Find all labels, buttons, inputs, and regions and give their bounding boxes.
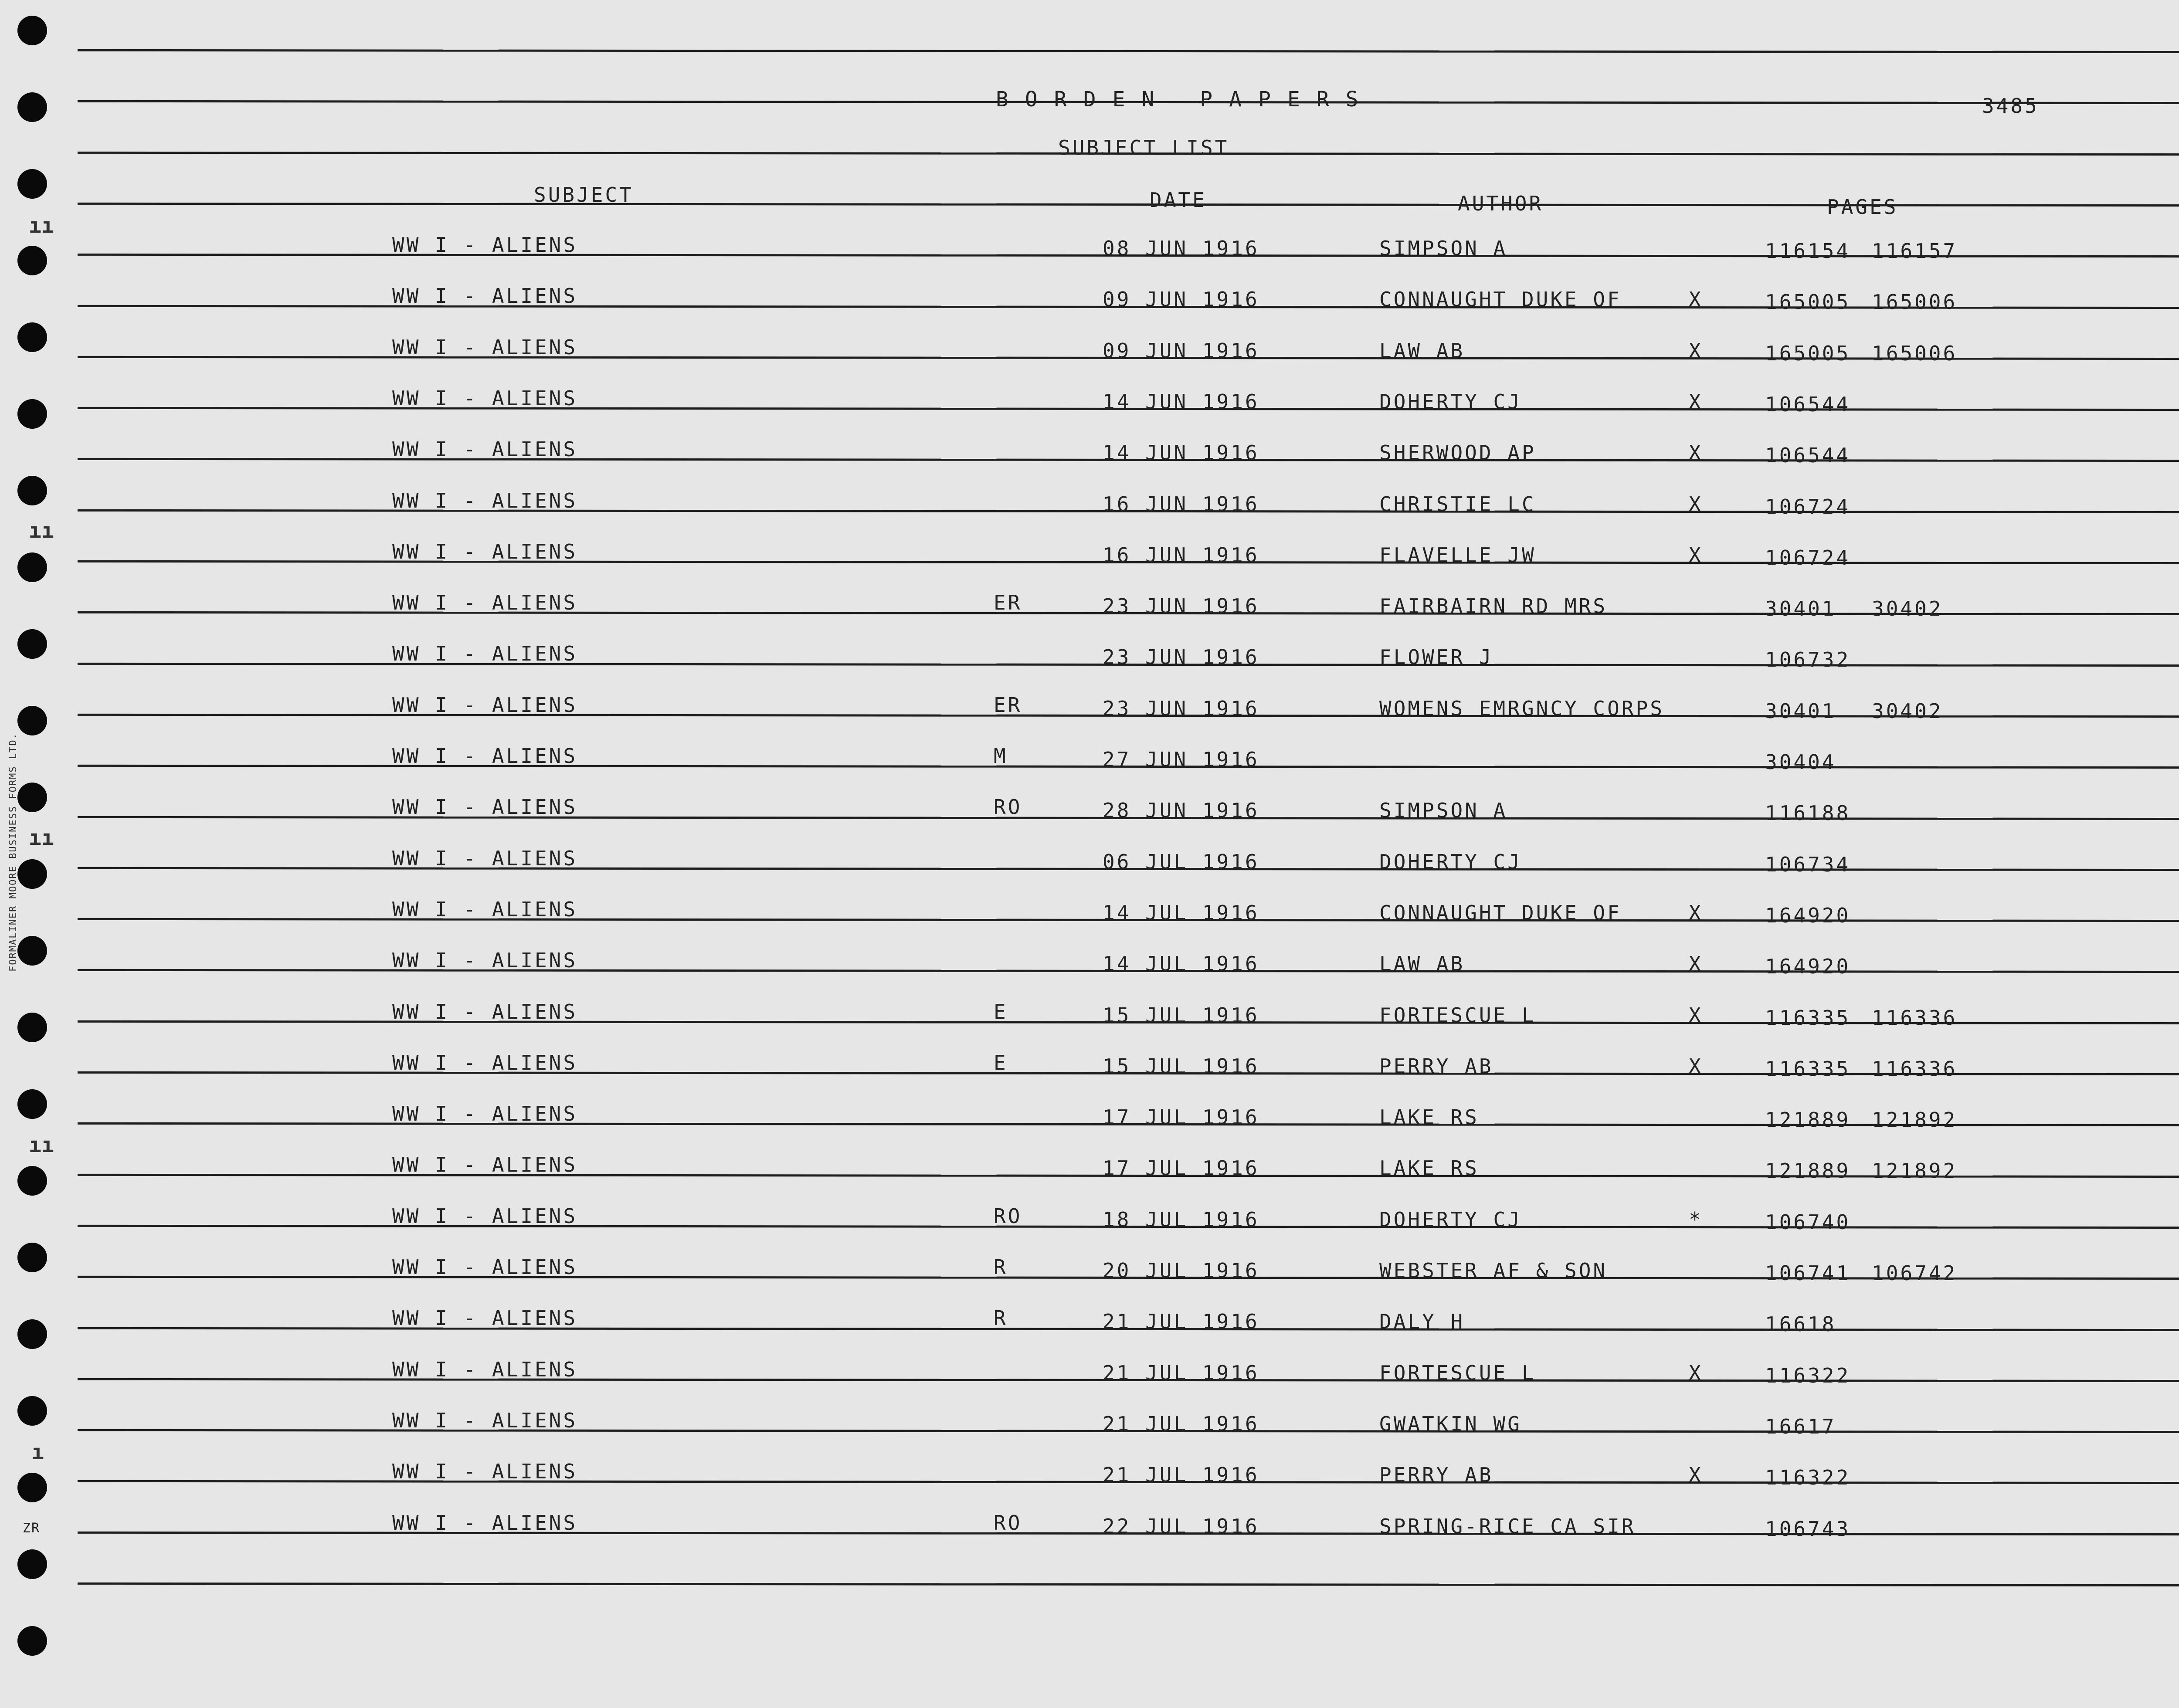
row-page-start: 116335 <box>1765 1006 1851 1030</box>
row-date: 20 JUL 1916 <box>1103 1259 1259 1282</box>
row-page-start: 165005 <box>1765 341 1851 365</box>
row-page-start: 30404 <box>1765 750 1836 774</box>
row-author: LAKE RS <box>1379 1156 1479 1180</box>
tractor-hole <box>17 1473 47 1502</box>
row-subject: WW I - ALIENS <box>392 1102 578 1126</box>
row-date: 17 JUL 1916 <box>1103 1156 1259 1180</box>
row-subject: WW I - ALIENS <box>392 591 578 615</box>
row-date: 14 JUN 1916 <box>1103 441 1259 465</box>
row-date: 14 JUL 1916 <box>1103 901 1259 925</box>
row-subject: WW I - ALIENS <box>392 949 578 973</box>
row-page-start: 116335 <box>1765 1057 1851 1081</box>
row-author: LAKE RS <box>1379 1105 1479 1129</box>
row-mark: * <box>1689 1207 1703 1231</box>
row-date: 15 JUL 1916 <box>1103 1054 1259 1078</box>
row-mark: X <box>1689 1003 1703 1027</box>
row-author: FLOWER J <box>1379 645 1493 669</box>
row-page-start: 165005 <box>1765 290 1851 314</box>
row-subject: WW I - ALIENS <box>392 539 578 563</box>
row-author: CHRISTIE LC <box>1379 492 1536 516</box>
row-page-end: 116336 <box>1872 1006 1958 1030</box>
row-date: 21 JUL 1916 <box>1103 1361 1259 1385</box>
row-author: LAW AB <box>1379 952 1465 976</box>
row-subject: WW I - ALIENS <box>392 897 578 921</box>
row-subject: WW I - ALIENS <box>392 1153 578 1177</box>
row-subject: WW I - ALIENS <box>392 386 578 410</box>
row-date: 23 JUN 1916 <box>1103 696 1259 720</box>
tractor-hole <box>17 706 47 735</box>
row-code: R <box>994 1255 1008 1279</box>
tractor-hole <box>17 322 47 352</box>
row-author: LAW AB <box>1379 339 1465 363</box>
row-page-end: 30402 <box>1872 597 1943 621</box>
row-page-start: 30401 <box>1765 699 1836 723</box>
perforation-mark: ıı <box>29 1133 54 1157</box>
row-code: ER <box>994 693 1022 717</box>
row-mark: X <box>1689 1361 1703 1385</box>
tractor-hole <box>17 783 47 812</box>
row-author: FORTESCUE L <box>1379 1003 1536 1027</box>
form-imprint: FORMALINER MOORE BUSINESS FORMS LTD. <box>8 732 19 972</box>
row-subject: WW I - ALIENS <box>392 335 578 359</box>
row-page-start: 121889 <box>1765 1108 1851 1132</box>
row-code: ER <box>994 591 1022 615</box>
tractor-hole <box>17 169 47 199</box>
row-page-start: 16617 <box>1765 1414 1836 1438</box>
row-date: 21 JUL 1916 <box>1103 1463 1259 1487</box>
row-date: 15 JUL 1916 <box>1103 1003 1259 1027</box>
row-page-start: 106732 <box>1765 648 1851 672</box>
row-page-end: 30402 <box>1872 699 1943 723</box>
tractor-hole <box>17 16 47 45</box>
row-page-end: 116336 <box>1872 1057 1958 1081</box>
row-page-end: 165006 <box>1872 290 1958 314</box>
column-header-pages: PAGES <box>1827 195 1898 219</box>
row-page-end: 121892 <box>1872 1108 1958 1132</box>
tractor-hole <box>17 859 47 889</box>
row-page-end: 121892 <box>1872 1159 1958 1183</box>
row-page-start: 106741 <box>1765 1261 1851 1285</box>
row-author: WEBSTER AF & SON <box>1379 1259 1608 1282</box>
row-subject: WW I - ALIENS <box>392 1460 578 1484</box>
row-page-end: 165006 <box>1872 341 1958 365</box>
row-page-end: 116157 <box>1872 239 1958 263</box>
row-mark: X <box>1689 901 1703 925</box>
row-author: PERRY AB <box>1379 1054 1493 1078</box>
row-date: 21 JUL 1916 <box>1103 1412 1259 1436</box>
row-mark: X <box>1689 492 1703 516</box>
row-page-start: 164920 <box>1765 903 1851 927</box>
row-subject: WW I - ALIENS <box>392 437 578 461</box>
tractor-hole <box>17 1396 47 1426</box>
row-date: 14 JUN 1916 <box>1103 390 1259 413</box>
row-subject: WW I - ALIENS <box>392 1511 578 1535</box>
row-mark: X <box>1689 339 1703 363</box>
row-author: CONNAUGHT DUKE OF <box>1379 288 1622 312</box>
row-author: CONNAUGHT DUKE OF <box>1379 901 1622 925</box>
row-author: FORTESCUE L <box>1379 1361 1536 1385</box>
row-page-start: 106740 <box>1765 1210 1851 1234</box>
row-subject: WW I - ALIENS <box>392 1408 578 1432</box>
perforation-mark: ı <box>31 1440 44 1464</box>
row-page-start: 106724 <box>1765 495 1851 518</box>
row-author: FAIRBAIRN RD MRS <box>1379 594 1608 618</box>
row-subject: WW I - ALIENS <box>392 1306 578 1330</box>
ruled-line <box>78 49 2179 53</box>
row-code: RO <box>994 1511 1022 1535</box>
tractor-hole <box>17 246 47 275</box>
row-date: 28 JUN 1916 <box>1103 799 1259 823</box>
row-author: DALY H <box>1379 1310 1465 1334</box>
row-author: DOHERTY CJ <box>1379 1207 1522 1231</box>
tractor-hole <box>17 1626 47 1656</box>
ruled-line <box>78 1583 2179 1586</box>
row-code: R <box>994 1306 1008 1330</box>
row-page-start: 121889 <box>1765 1159 1851 1183</box>
row-date: 08 JUN 1916 <box>1103 237 1259 260</box>
row-date: 09 JUN 1916 <box>1103 288 1259 312</box>
row-page-start: 116322 <box>1765 1466 1851 1490</box>
row-mark: X <box>1689 952 1703 976</box>
row-date: 14 JUL 1916 <box>1103 952 1259 976</box>
perforation-mark: ıı <box>29 214 54 238</box>
row-author: SPRING-RICE CA SIR <box>1379 1514 1636 1538</box>
row-mark: X <box>1689 1054 1703 1078</box>
row-page-start: 30401 <box>1765 597 1836 621</box>
row-date: 09 JUN 1916 <box>1103 339 1259 363</box>
row-mark: X <box>1689 543 1703 567</box>
row-mark: X <box>1689 1463 1703 1487</box>
row-author: FLAVELLE JW <box>1379 543 1536 567</box>
tractor-hole <box>17 552 47 582</box>
tractor-hole <box>17 936 47 966</box>
row-code: M <box>994 744 1008 768</box>
row-page-start: 106743 <box>1765 1517 1851 1541</box>
row-date: 17 JUL 1916 <box>1103 1105 1259 1129</box>
row-subject: WW I - ALIENS <box>392 488 578 512</box>
row-author: PERRY AB <box>1379 1463 1493 1487</box>
row-subject: WW I - ALIENS <box>392 1000 578 1023</box>
row-subject: WW I - ALIENS <box>392 233 578 257</box>
row-author: SIMPSON A <box>1379 237 1508 260</box>
row-page-start: 116154 <box>1765 239 1851 263</box>
row-subject: WW I - ALIENS <box>392 642 578 666</box>
row-page-start: 116322 <box>1765 1363 1851 1387</box>
column-header-date: DATE <box>1150 188 1207 212</box>
row-author: GWATKIN WG <box>1379 1412 1522 1436</box>
tractor-hole <box>17 1243 47 1272</box>
row-date: 18 JUL 1916 <box>1103 1207 1259 1231</box>
perforation-mark: ıı <box>29 518 54 543</box>
row-author: SIMPSON A <box>1379 799 1508 823</box>
row-author: DOHERTY CJ <box>1379 390 1522 413</box>
row-page-start: 116188 <box>1765 801 1851 825</box>
column-header-author: AUTHOR <box>1458 192 1544 215</box>
row-subject: WW I - ALIENS <box>392 744 578 768</box>
row-date: 16 JUN 1916 <box>1103 492 1259 516</box>
row-subject: WW I - ALIENS <box>392 1357 578 1381</box>
tractor-hole <box>17 1549 47 1579</box>
row-date: 23 JUN 1916 <box>1103 645 1259 669</box>
corner-code: ZR <box>23 1521 41 1536</box>
row-date: 06 JUL 1916 <box>1103 850 1259 874</box>
row-subject: WW I - ALIENS <box>392 1204 578 1228</box>
row-page-start: 16618 <box>1765 1312 1836 1336</box>
column-header-subject: SUBJECT <box>534 183 634 207</box>
row-subject: WW I - ALIENS <box>392 284 578 308</box>
tractor-hole <box>17 399 47 429</box>
tractor-hole <box>17 1089 47 1119</box>
tractor-hole <box>17 1166 47 1196</box>
row-code: RO <box>994 795 1022 819</box>
row-date: 22 JUL 1916 <box>1103 1514 1259 1538</box>
row-mark: X <box>1689 288 1703 312</box>
row-mark: X <box>1689 441 1703 465</box>
tractor-hole <box>17 92 47 122</box>
row-date: 23 JUN 1916 <box>1103 594 1259 618</box>
row-subject: WW I - ALIENS <box>392 846 578 870</box>
row-code: E <box>994 1000 1008 1023</box>
row-subject: WW I - ALIENS <box>392 1255 578 1279</box>
row-author: SHERWOOD AP <box>1379 441 1536 465</box>
row-subject: WW I - ALIENS <box>392 1051 578 1074</box>
tractor-hole <box>17 1319 47 1349</box>
tractor-hole <box>17 476 47 505</box>
row-date: 21 JUL 1916 <box>1103 1310 1259 1334</box>
row-page-start: 106544 <box>1765 444 1851 468</box>
row-date: 16 JUN 1916 <box>1103 543 1259 567</box>
tractor-hole <box>17 629 47 659</box>
row-author: WOMENS EMRGNCY CORPS <box>1379 696 1664 720</box>
page-number: 3485 <box>1982 94 2039 118</box>
row-mark: X <box>1689 390 1703 413</box>
row-page-start: 106724 <box>1765 546 1851 569</box>
row-page-start: 106734 <box>1765 852 1851 876</box>
row-page-start: 164920 <box>1765 955 1851 979</box>
row-subject: WW I - ALIENS <box>392 795 578 819</box>
row-code: RO <box>994 1204 1022 1228</box>
document-subtitle: SUBJECT LIST <box>1058 136 1229 159</box>
tractor-hole <box>17 1013 47 1042</box>
row-subject: WW I - ALIENS <box>392 693 578 717</box>
document-title: BORDEN PAPERS <box>996 87 1375 112</box>
row-date: 27 JUN 1916 <box>1103 748 1259 771</box>
perforation-mark: ıı <box>29 826 54 850</box>
row-page-end: 106742 <box>1872 1261 1958 1285</box>
row-author: DOHERTY CJ <box>1379 850 1522 874</box>
row-code: E <box>994 1051 1008 1074</box>
row-page-start: 106544 <box>1765 392 1851 416</box>
